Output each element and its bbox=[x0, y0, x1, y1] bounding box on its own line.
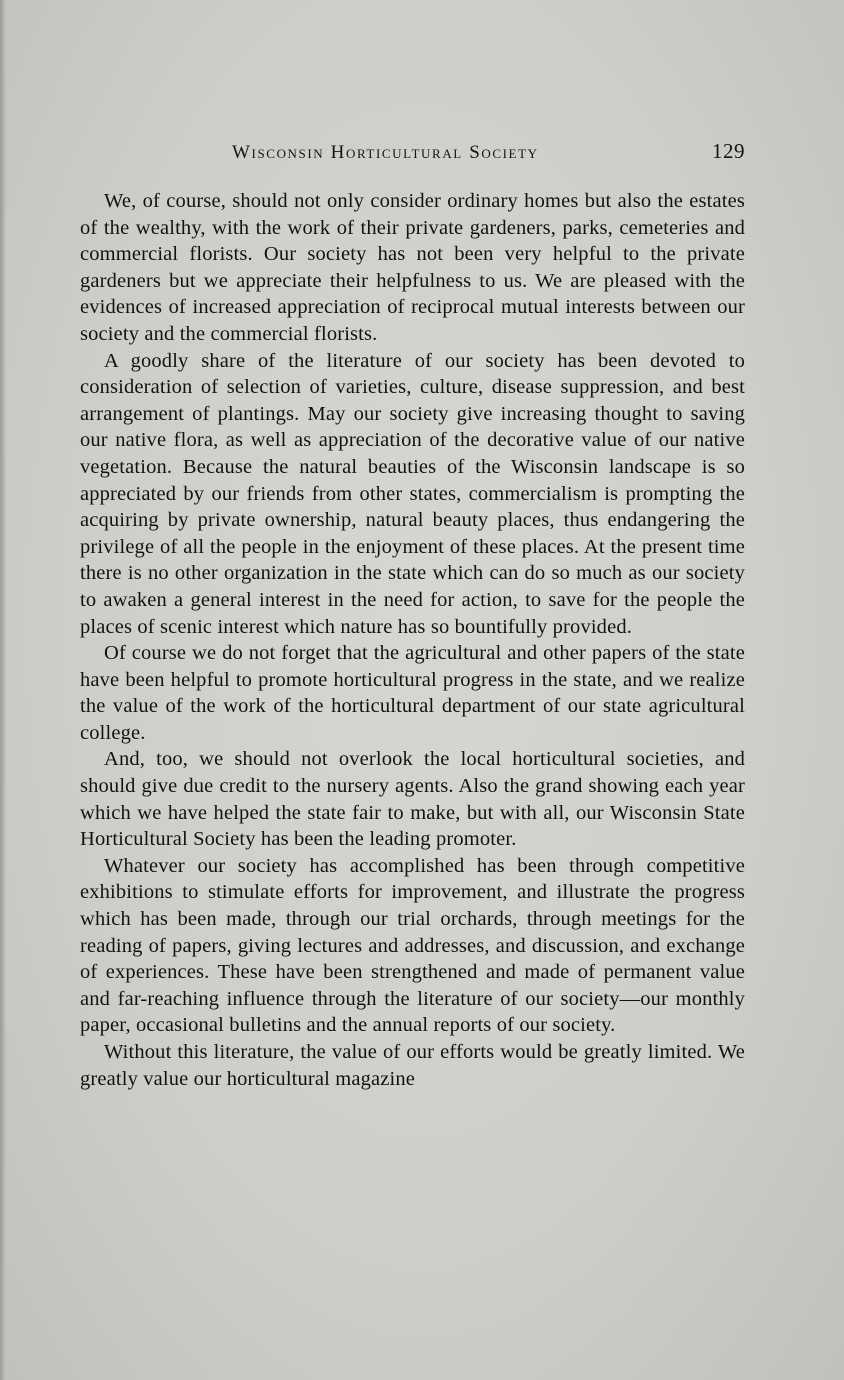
running-head bbox=[0, 138, 844, 174]
running-title: Wisconsin Horticultural Society bbox=[232, 142, 539, 163]
paragraph: Whatever our society has accomplished has been through competitive exhibitions to stimulate efforts for improvement, and illustrate the progress which has been made, through our trial orchards, through meetings for the reading of papers, giving lectures and addresses, and discussion, and exchange of experiences. These have been strengthened and made of permanent value and far-reaching influence through the literature of our society—our monthly paper, occasional bulletins and the annual reports of our society. bbox=[80, 854, 745, 1037]
paragraph: Of course we do not forget that the agricultural and other papers of the state have been helpful to promote horticultural progress in the state, and we realize the value of the work of the horticultural department of our state agricultural college. bbox=[80, 642, 745, 744]
paragraph: We, of course, should not only consider ordinary homes but also the estates of the wealthy, with the work of their private gardeners, parks, cemeteries and commercial florists. Our society has not been very helpful to the private gardeners but we appreciate their helpfulness to us. We are pleased with the evidences of increased appreciation of reciprocal mutual interests between our society and the commercial florists. bbox=[80, 190, 745, 345]
paragraph: And, too, we should not overlook the local horticultural societies, and should give due credit to the nursery agents. Also the grand showing each year which we have helped the state fair to make, but with all, our Wisconsin State Horticultural Society has been the leading promoter. bbox=[80, 748, 745, 851]
paragraph: Without this literature, the value of our efforts would be greatly limited. We greatly value our horticultural magazine bbox=[80, 1041, 745, 1090]
page-edge-shadow bbox=[0, 0, 6, 1380]
page-number: 129 bbox=[712, 139, 745, 163]
paragraph: A goodly share of the literature of our society has been devoted to consideration of selection of varieties, culture, disease suppression, and best arrangement of plantings. May our society give increasing thought to saving our native flora, as well as appreciation of the decorative value of our native vegetation. Because the natural beauties of the Wisconsin landscape is so appreciated by our friends from other states, commercialism is prompting the acquiring by private ownership, natural beauty places, thus endangering the privilege of all the people in the enjoyment of these places. At the present time there is no other organization in the state which can do so much as our society to awaken a general interest in the need for action, to save for the people the places of scenic interest which nature has so bountifully provided. bbox=[80, 349, 745, 638]
body-text bbox=[80, 188, 745, 1092]
